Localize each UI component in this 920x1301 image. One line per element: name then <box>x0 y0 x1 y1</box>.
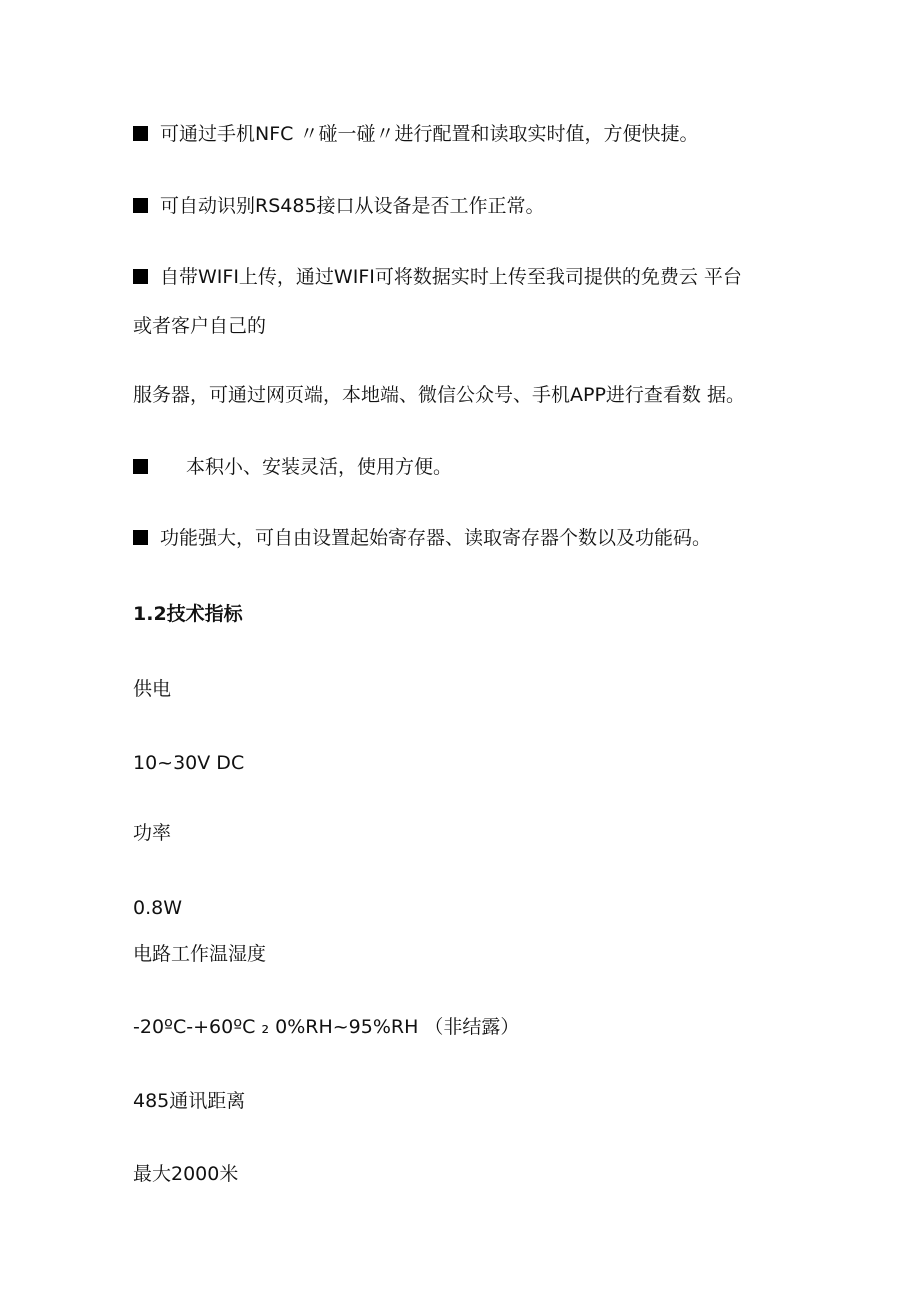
feature-3 <box>133 264 742 290</box>
feature-1-text: 可通过手机NFC 〃碰一碰〃进行配置和读取实时值，方便快捷。 <box>160 123 699 145</box>
feature-3-continuation-2: 服务器，可通过网页端，本地端、微信公众号、手机APP进行查看数 据。 <box>133 384 745 406</box>
spec-value-485-distance: 最大2000米 <box>133 1163 239 1185</box>
bullet-icon <box>133 269 148 284</box>
spec-value-power-supply: 10~30V DC <box>133 752 245 774</box>
feature-3-text: 自带WIFI上传，通过WIFI可将数据实时上传至我司提供的免费云 平台 <box>160 266 742 288</box>
feature-3-continuation-1: 或者客户自己的 <box>133 315 267 337</box>
feature-1 <box>133 121 698 147</box>
spec-label-power-supply: 供电 <box>133 678 172 700</box>
spec-label-operating-conditions: 电路工作温湿度 <box>133 943 267 965</box>
bullet-icon <box>133 459 148 474</box>
spec-label-power: 功率 <box>133 822 172 844</box>
feature-5-text: 功能强大，可自由设置起始寄存器、读取寄存器个数以及功能码。 <box>160 527 712 549</box>
spec-value-power: 0.8W <box>133 897 183 919</box>
section-heading: 1.2技术指标 <box>133 603 243 625</box>
feature-4-text: 本积小、安装灵活，使用方便。 <box>186 456 453 478</box>
feature-2-text: 可自动识别RS485接口从设备是否工作正常。 <box>160 195 545 217</box>
feature-4 <box>133 454 452 480</box>
feature-2 <box>133 193 545 219</box>
spec-label-485-distance: 485通讯距离 <box>133 1090 246 1112</box>
bullet-icon <box>133 530 148 545</box>
spec-value-operating-conditions: -20ºC-+60ºC ₂ 0%RH~95%RH （非结露） <box>133 1016 520 1038</box>
bullet-icon <box>133 198 148 213</box>
feature-5 <box>133 525 711 551</box>
bullet-icon <box>133 126 148 141</box>
